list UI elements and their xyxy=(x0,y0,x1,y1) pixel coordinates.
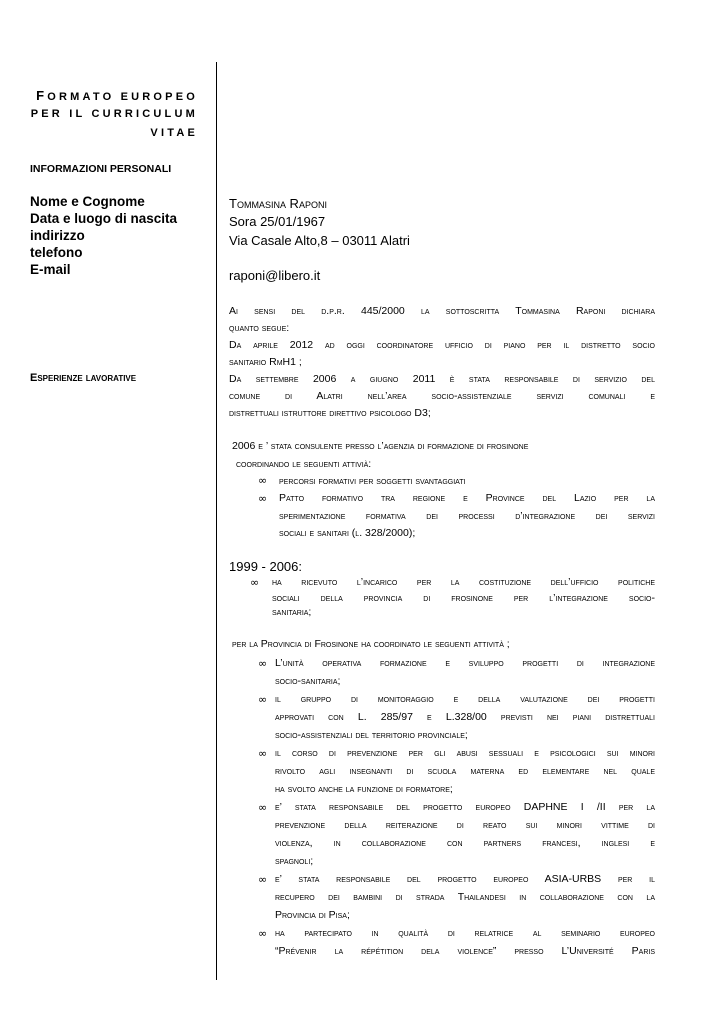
provincia-bullet-6-line-2: “Prévenir la répétition dela violence” presso L’Université Paris xyxy=(275,945,655,957)
provincia-bullet-4-line-1: e’ stata responsabile del progetto europeo DAPHNE I /II per la xyxy=(275,801,655,813)
provincia-bullet-4-line-3: violenza, in collaborazione con partners francesi, inglesi e xyxy=(275,837,655,849)
column-divider xyxy=(216,62,217,980)
value-address: Via Casale Alto,8 – 03011 Alatri xyxy=(229,233,410,248)
label-email: E-mail xyxy=(30,262,71,277)
cv-title-line-1: FORMATO EUROPEO xyxy=(36,88,198,103)
experience-1-line-2: sanitario RmH1 ; xyxy=(229,356,302,368)
provincia-bullet-4-line-2: prevenzione della reiterazione di reato sui minori vittime di xyxy=(275,819,655,831)
provincia-bullet-5-line-3: Provincia di Pisa; xyxy=(275,909,350,921)
provincia-bullet-3-line-3: ha svolto anche la funzione di formatore; xyxy=(275,783,453,795)
value-email[interactable]: raponi@libero.it xyxy=(229,268,321,283)
provincia-bullet-4-line-4: spagnoli; xyxy=(275,855,314,867)
provincia-bullet-3-line-1: il corso di prevenzione per gli abusi sessuali e psicologici sui minori xyxy=(275,747,655,759)
provincia-bullet-1-line-1: L’unità operativa formazione e sviluppo progetti di integrazione xyxy=(275,657,655,669)
section-label-personal: INFORMAZIONI PERSONALI xyxy=(30,163,172,175)
bullet-icon: ∞ xyxy=(258,657,268,670)
experience-1-line-1: Da aprile 2012 ad oggi coordinatore ufficio di piano per il distretto socio xyxy=(229,339,655,351)
value-name: Tommasina Raponi xyxy=(229,196,327,211)
cv-title-line-3: VITAE xyxy=(150,127,198,139)
bullet-icon: ∞ xyxy=(258,873,268,886)
experience-2-line-3: distrettuali istruttore direttivo psicologo D3; xyxy=(229,407,431,419)
provincia-bullet-5-line-2: recupero dei bambini di strada Thailandesi in collaborazione con la xyxy=(275,891,655,903)
block-1999-bullet-line-2: sociali della provincia di frosinone per l’integrazione socio- xyxy=(272,592,655,604)
label-phone: telefono xyxy=(30,245,83,260)
declaration-line-1: Ai sensi del d.p.r. 445/2000 la sottoscritta Tommasina Raponi dichiara xyxy=(229,305,655,317)
bullet-icon: ∞ xyxy=(258,492,268,505)
value-birth: Sora 25/01/1967 xyxy=(229,214,326,229)
label-name: Nome e Cognome xyxy=(30,194,145,209)
cv-title-line-2: PER IL CURRICULUM xyxy=(30,108,198,120)
provincia-bullet-3-line-2: rivolto agli insegnanti di scuola materna ed elementare nel quale xyxy=(275,765,655,777)
block-1999-bullet-line-1: ha ricevuto l’incarico per la costituzione dell’ufficio politiche xyxy=(272,576,655,588)
experience-2-line-2: comune di Alatri nell’area socio-assistenziale servizi comunali e xyxy=(229,390,655,402)
block-2006-bullet-1: percorsi formativi per soggetti svantaggiati xyxy=(279,475,466,487)
block-1999-bullet-line-3: sanitaria; xyxy=(272,606,312,618)
label-birth: Data e luogo di nascita xyxy=(30,211,178,226)
provincia-bullet-2-line-3: socio-assistenziali del territorio provinciale; xyxy=(275,729,468,741)
block-2006-bullet-2-line-2: sperimentazione formativa dei processi d’integrazione dei servizi xyxy=(279,510,655,522)
bullet-icon: ∞ xyxy=(258,747,268,760)
provincia-bullet-1-line-2: socio-sanitaria; xyxy=(275,675,341,687)
provincia-intro: per la Provincia di Frosinone ha coordinato le seguenti attività ; xyxy=(232,638,510,650)
bullet-icon: ∞ xyxy=(258,693,268,706)
block-2006-bullet-2-line-3: sociali e sanitari (l. 328/2000); xyxy=(279,527,416,539)
label-address: indirizzo xyxy=(30,228,85,243)
bullet-icon: ∞ xyxy=(258,801,268,814)
bullet-icon: ∞ xyxy=(258,927,268,940)
provincia-bullet-6-line-1: ha partecipato in qualità di relatrice al seminario europeo xyxy=(275,927,655,939)
experience-2-line-1: Da settembre 2006 a giugno 2011 è stata responsabile di servizio del xyxy=(229,373,655,385)
block-1999-heading: 1999 - 2006: xyxy=(229,559,303,574)
block-2006-line-1: 2006 e ’ stata consulente presso l’agenzia di formazione di frosinone xyxy=(232,440,529,452)
provincia-bullet-2-line-1: il gruppo di monitoraggio e della valutazione dei progetti xyxy=(275,693,655,705)
provincia-bullet-5-line-1: e’ stata responsabile del progetto europeo ASIA-URBS per il xyxy=(275,873,655,885)
declaration-line-2: quanto segue: xyxy=(229,322,290,334)
provincia-bullet-2-line-2: approvati con L. 285/97 e L.328/00 previsti nei piani distrettuali xyxy=(275,711,655,723)
block-2006-bullet-2-line-1: Patto formativo tra regione e Province del Lazio per la xyxy=(279,492,655,504)
bullet-icon: ∞ xyxy=(250,576,260,589)
block-2006-line-2: coordinando le seguenti attivià: xyxy=(236,458,372,470)
bullet-icon: ∞ xyxy=(258,474,268,487)
section-label-experience: Esperienze lavorative xyxy=(30,372,137,384)
